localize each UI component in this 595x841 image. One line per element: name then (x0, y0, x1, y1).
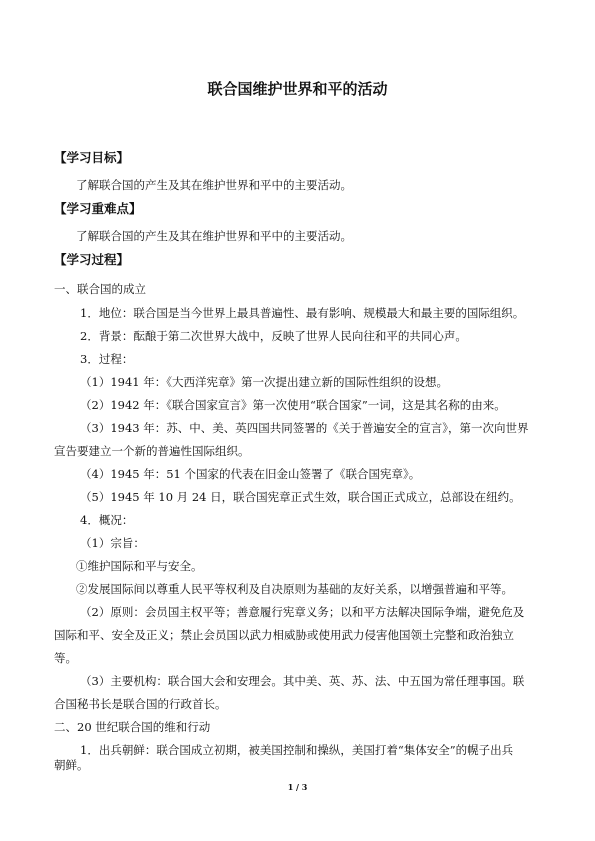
body-line: 朝鲜。 (54, 758, 89, 772)
key-points-text: 了解联合国的产生及其在维护世界和平中的主要活动。 (76, 229, 352, 243)
body-line: （1）宗旨： (80, 536, 145, 550)
body-line: 4．概况： (80, 513, 134, 527)
heading-learning-goal: 【学习目标】 (54, 150, 130, 165)
page-number: 1 / 3 (287, 782, 308, 792)
goal-text: 了解联合国的产生及其在维护世界和平中的主要活动。 (76, 178, 352, 192)
document-title: 联合国维护世界和平的活动 (207, 80, 388, 98)
body-line: （5）1945 年 10 月 24 日，联合国宪章正式生效，联合国正式成立，总部设在纽约。 (80, 490, 521, 504)
body-line: 宣告要建立一个新的普遍性国际组织。 (54, 444, 250, 458)
body-line: 2．背景：酝酿于第二次世界大战中，反映了世界人民向往和平的共同心声。 (80, 329, 467, 343)
body-line: （2）原则：会员国主权平等；善意履行宪章义务；以和平方法解决国际争端，避免危及 (80, 605, 525, 619)
heading-learning-process: 【学习过程】 (54, 252, 130, 267)
body-line: （3）主要机构：联合国大会和安理会。其中美、英、苏、法、中五国为常任理事国。联 (80, 674, 525, 688)
body-line: 等。 (54, 651, 77, 665)
body-line: 一、联合国的成立 (54, 282, 146, 296)
body-line: （3）1943 年：苏、中、美、英四国共同签署的《关于普遍安全的宣言》，第一次向世界 (80, 421, 529, 435)
body-line: （2）1942 年：《联合国家宣言》第一次使用“联合国家”一词，这是其名称的由来。 (80, 398, 506, 412)
body-line: 国际和平、安全及正义；禁止会员国以武力相威胁或使用武力侵害他国领土完整和政治独立 (54, 628, 514, 642)
body-line: 1．出兵朝鲜：联合国成立初期，被美国控制和操纵，美国打着“集体安全”的幌子出兵 (80, 743, 514, 757)
body-line: 二、20 世纪联合国的维和行动 (54, 720, 211, 734)
heading-key-points: 【学习重难点】 (54, 201, 142, 216)
body-line: ②发展国际间以尊重人民平等权利及自决原则为基础的友好关系，以增强普遍和平等。 (76, 582, 513, 596)
body-line: 1．地位：联合国是当今世界上最具普遍性、最有影响、规模最大和最主要的国际组织。 (80, 306, 525, 320)
body-line: （4）1945 年：51 个国家的代表在旧金山签署了《联合国宪章》。 (80, 467, 421, 481)
body-line: 合国秘书长是联合国的行政首长。 (54, 697, 227, 711)
body-line: （1）1941 年：《大西洋宪章》第一次提出建立新的国际性组织的设想。 (80, 375, 448, 389)
body-line: ①维护国际和平与安全。 (76, 559, 203, 573)
body-line: 3．过程： (80, 352, 134, 366)
